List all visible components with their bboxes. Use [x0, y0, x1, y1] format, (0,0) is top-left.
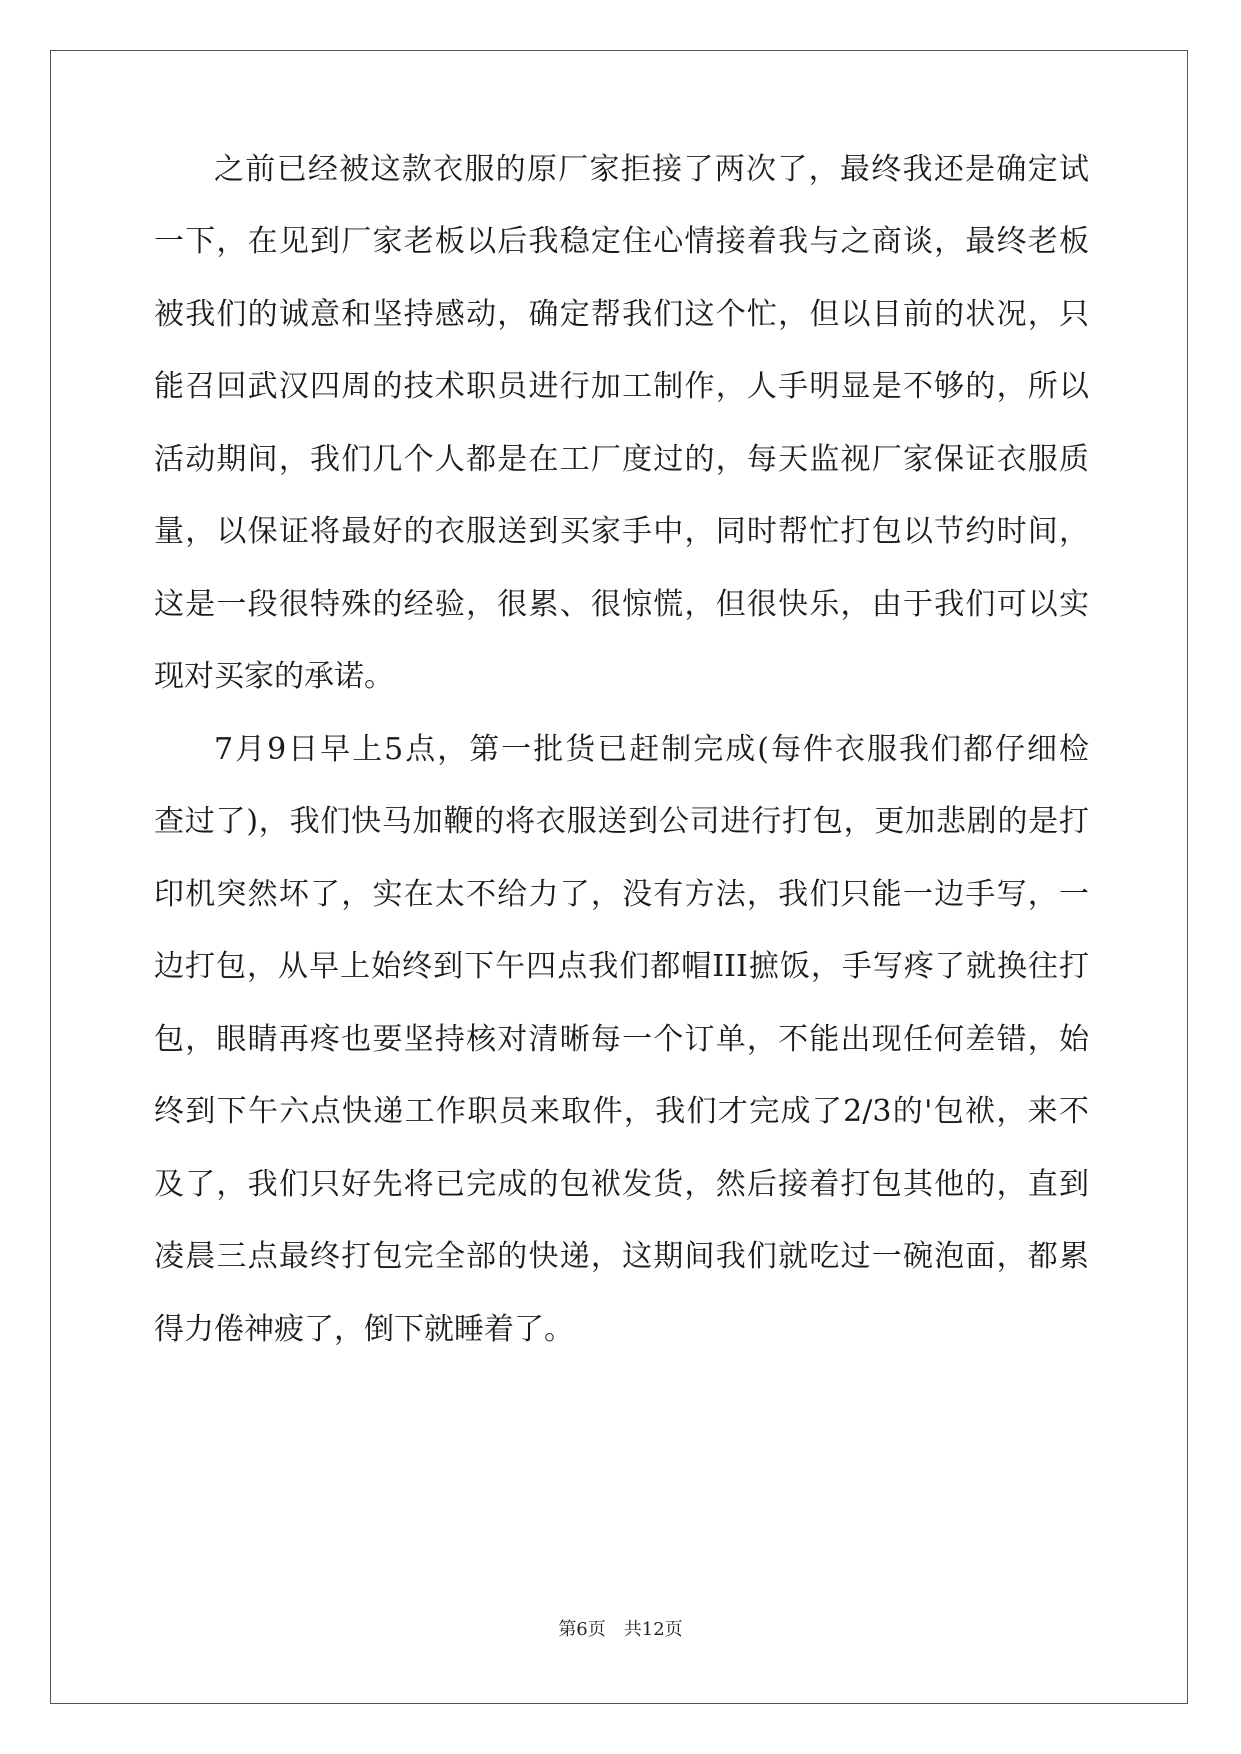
paragraph-2-line-2: 查过了)，我们快马加鞭的将衣服送到公司进行打包，更加悲剧的是打	[154, 804, 1090, 839]
paragraph-1-line-1: 之前已经被这款衣服的原厂家拒接了两次了，最终我还是确定试	[214, 152, 1089, 187]
paragraph-2-line-4: 边打包，从早上始终到下午四点我们都帽III摭饭，手写疼了就换往打	[154, 949, 1089, 984]
paragraph-1-line-3: 被我们的诚意和坚持感动，确定帮我们这个忙，但以目前的状况，只	[154, 297, 1089, 332]
paragraph-2-line-3: 印机突然坏了，实在太不给力了，没有方法，我们只能一边手写，一	[154, 877, 1089, 912]
paragraph-1-line-4: 能召回武汉四周的技术职员进行加工制作，人手明显是不够的，所以	[154, 369, 1089, 404]
paragraph-1-line-7: 这是一段很特殊的经验，很累、很惊慌，但很快乐，由于我们可以实	[154, 587, 1089, 622]
paragraph-2-line-1: 7月9日早上5点，第一批货已赶制完成(每件衣服我们都仔细检	[214, 732, 1089, 767]
paragraph-1-line-5: 活动期间，我们几个人都是在工厂度过的，每天监视厂家保证衣服质	[154, 442, 1089, 477]
paragraph-1-line-6: 量，以保证将最好的衣服送到买家手中，同时帮忙打包以节约时间，	[154, 514, 1089, 549]
page-number-footer: 第6页 共12页	[558, 1619, 683, 1640]
paragraph-1-line-8: 现对买家的承诺。	[154, 659, 394, 694]
paragraph-2-line-5: 包，眼睛再疼也要坚持核对清晰每一个订单，不能出现任何差错，始	[154, 1022, 1089, 1057]
paragraph-1-line-2: 一下，在见到厂家老板以后我稳定住心情接着我与之商谈，最终老板	[154, 224, 1089, 259]
paragraph-2-line-8: 凌晨三点最终打包完全部的快递，这期间我们就吃过一碗泡面，都累	[154, 1239, 1089, 1274]
paragraph-2-line-7: 及了，我们只好先将已完成的包袱发货，然后接着打包其他的，直到	[154, 1167, 1089, 1202]
paragraph-2-line-6: 终到下午六点快递工作职员来取件，我们才完成了2/3的'包袱，来不	[154, 1094, 1089, 1129]
paragraph-2-line-9: 得力倦神疲了，倒下就睡着了。	[154, 1312, 574, 1347]
